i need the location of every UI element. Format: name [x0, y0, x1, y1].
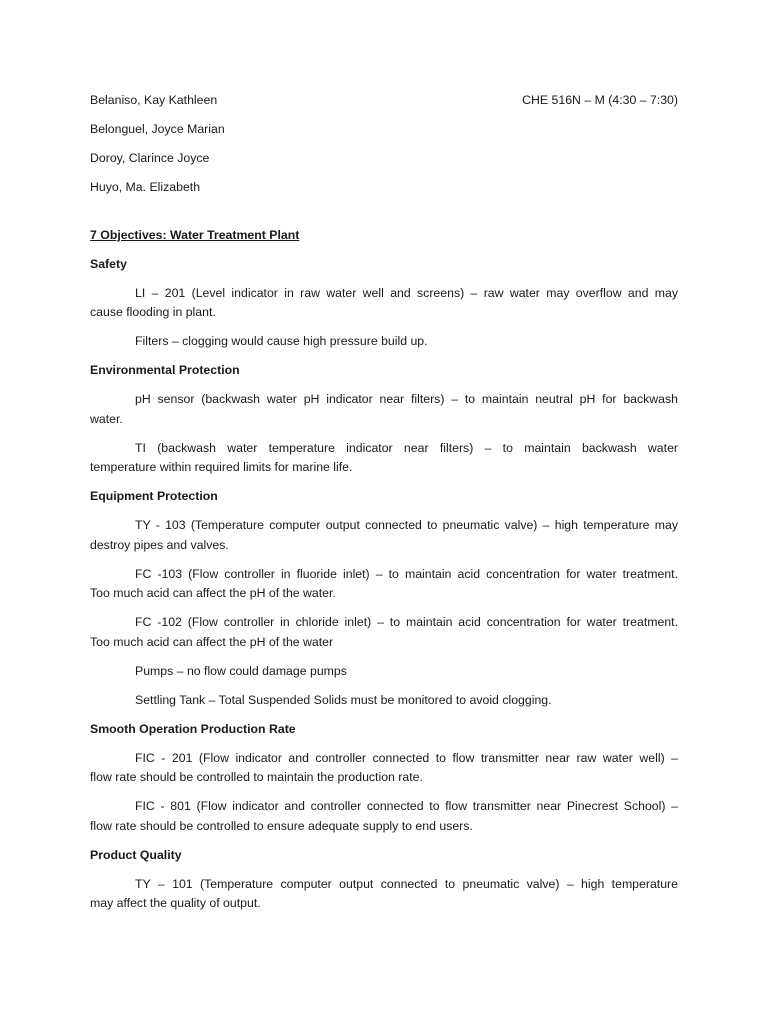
- document-body: [90, 91, 678, 914]
- paragraph-line: may affect the quality of output.: [90, 896, 261, 910]
- paragraph-line: temperature within required limits for marine life.: [90, 460, 353, 474]
- paragraph-line: FC -102 (Flow controller in chloride inlet) – to maintain acid concentration for water treatment.: [135, 615, 678, 629]
- paragraph: [90, 613, 678, 652]
- section-heading: Product Quality: [90, 847, 182, 862]
- author-name: Huyo, Ma. Elizabeth: [90, 180, 201, 194]
- paragraph: [90, 565, 678, 604]
- author-block: [90, 91, 678, 198]
- paragraph: [90, 516, 678, 555]
- paragraph-line: FIC - 201 (Flow indicator and controller connected to flow transmitter near raw water well) –: [135, 750, 678, 765]
- author-name: Belonguel, Joyce Marian: [90, 122, 225, 136]
- sections-container: [90, 255, 678, 914]
- section-heading: Safety: [90, 256, 127, 271]
- paragraph-line: pH sensor (backwash water pH indicator near filters) – to maintain neutral pH for backwash: [135, 392, 678, 406]
- paragraph-line: flow rate should be controlled to ensure adequate supply to end users.: [90, 818, 473, 833]
- document-title: 7 Objectives: Water Treatment Plant: [90, 227, 300, 242]
- paragraph: [90, 662, 678, 682]
- course-code: CHE 516N – M (4:30 – 7:30): [522, 93, 678, 107]
- paragraph: [90, 749, 678, 788]
- section-heading: Smooth Operation Production Rate: [90, 721, 296, 736]
- paragraph: [90, 691, 678, 711]
- paragraph-line: TI (backwash water temperature indicator near filters) – to maintain backwash water: [135, 440, 678, 455]
- paragraph: [90, 439, 678, 478]
- author-name: Belaniso, Kay Kathleen: [90, 93, 218, 107]
- paragraph-line: Too much acid can affect the pH of the water: [90, 634, 334, 649]
- paragraph: [90, 284, 678, 323]
- paragraph-line: Filters – clogging would cause high pressure build up.: [135, 334, 428, 348]
- paragraph-line: FIC - 801 (Flow indicator and controller connected to flow transmitter near Pinecrest School) –: [135, 799, 678, 813]
- paragraph-line: LI – 201 (Level indicator in raw water well and screens) – raw water may overflow and may: [135, 285, 678, 300]
- paragraph-line: destroy pipes and valves.: [90, 537, 229, 552]
- header-row: [90, 91, 678, 111]
- paragraph-line: Too much acid can affect the pH of the water.: [90, 586, 336, 600]
- paragraph-line: TY - 103 (Temperature computer output connected to pneumatic valve) – high temperature may: [135, 518, 678, 532]
- paragraph: [90, 390, 678, 429]
- paragraph-line: Settling Tank – Total Suspended Solids must be monitored to avoid clogging.: [135, 692, 552, 707]
- section-heading: Environmental Protection: [90, 363, 240, 377]
- paragraph-line: TY – 101 (Temperature computer output connected to pneumatic valve) – high temperature: [135, 876, 678, 891]
- paragraph-line: flow rate should be controlled to maintain the production rate.: [90, 770, 423, 784]
- paragraph-line: cause flooding in plant.: [90, 305, 216, 319]
- paragraph: [90, 332, 678, 352]
- paragraph-line: FC -103 (Flow controller in fluoride inlet) – to maintain acid concentration for water treatment.: [135, 566, 678, 581]
- paragraph: [90, 797, 678, 836]
- paragraph-line: Pumps – no flow could damage pumps: [135, 663, 347, 678]
- section-heading: Equipment Protection: [90, 489, 218, 503]
- author-name: Doroy, Clarince Joyce: [90, 151, 210, 165]
- paragraph-line: water.: [90, 411, 123, 426]
- paragraph: [90, 875, 678, 914]
